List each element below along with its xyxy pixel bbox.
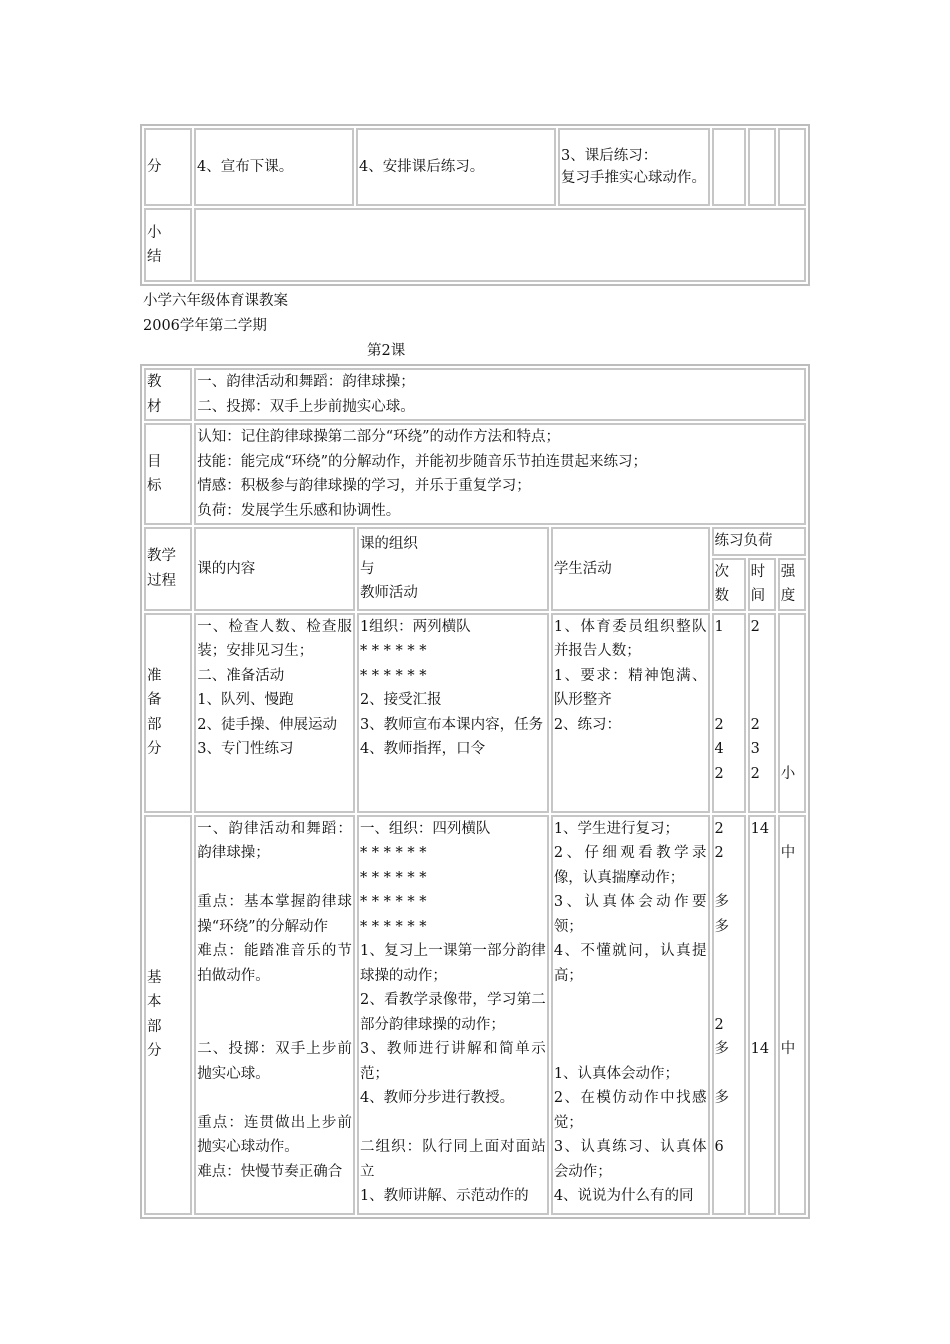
load-times-cell [712, 128, 746, 206]
content-dismiss: 4、宣布下课。 [194, 128, 354, 206]
header-times: 次数 [712, 558, 746, 611]
header-process: 教学 过程 [144, 527, 192, 611]
prep-intensity: 小 [778, 613, 806, 813]
basic-intensity: 中 中 [778, 815, 806, 1215]
previous-lesson-table [140, 124, 810, 286]
homework-text: 复习手推实心球动作。 [561, 170, 706, 186]
objectives-label: 目 标 [144, 423, 192, 525]
prep-times: 1 2 4 2 [712, 613, 746, 813]
header-student-activity: 学生活动 [551, 527, 710, 611]
semester: 2006学年第二学期 [143, 318, 267, 334]
materials-content: 一、韵律活动和舞蹈：韵律球操； 二、投掷：双手上步前抛实心球。 [194, 368, 806, 421]
summary-label: 小 结 [144, 208, 192, 282]
prep-section-label: 准 备 部 分 [144, 613, 192, 813]
org-assign-homework: 4、安排课后练习。 [356, 128, 556, 206]
objectives-content: 认知：记住韵律球操第二部分“环绕”的动作方法和特点； 技能：能完成“环绕”的分解动作，并能初步随音乐节拍连贯起来练习； 情感：积极参与韵律球操的学习，并乐于重复学习； 负荷：发展学生乐感和协调性。 [194, 423, 806, 525]
section-label-end: 分 [144, 128, 192, 206]
student-homework [558, 128, 710, 206]
header-exercise-load: 练习负荷 [712, 527, 806, 556]
plan-title: 小学六年级体育课教案 [143, 293, 288, 309]
basic-times: 2 2 多 多 2 多 多 6 [712, 815, 746, 1215]
prep-content: 一、检查人数、检查服装；安排见习生； 二、准备活动 1、队列、慢跑 2、徒手操、伸展运动 3、专门性练习 [194, 613, 355, 813]
homework-title: 3、课后练习： [561, 148, 658, 164]
header-intensity: 强 度 [778, 558, 806, 611]
basic-organization: 一、组织：四列横队 * * * * * * * * * * * * * * * * * * * * * * * * 1、复习上一课第一部分韵律球操的动作； 2、看教学录像带，学习第二部分韵律球操的动作； 3、教师进行讲解和简单示范； 4、教师分步进行教授。 二组织：队行同上面对面站立 1、教师讲解、示范动作的 [357, 815, 549, 1215]
header-duration: 时 间 [748, 558, 776, 611]
prep-student-activity: 1、体育委员组织整队并报告人数； 1、要求：精神饱满、队形整齐 2、练习： [551, 613, 710, 813]
basic-student-activity: 1、学生进行复习； 2、仔细观看教学录像，认真揣摩动作； 3、认真体会动作要领； 4、不懂就问，认真提高； 1、认真体会动作； 2、在模仿动作中找感觉； 3、认真练习、认真体会动作； 4、说说为什么有的同 [551, 815, 710, 1215]
load-intensity-cell [778, 128, 806, 206]
materials-label: 教 材 [144, 368, 192, 421]
header-content: 课的内容 [194, 527, 355, 611]
basic-duration: 14 14 [748, 815, 776, 1215]
prep-organization: 1组织：两列横队 * * * * * * * * * * * * 2、接受汇报 3、教师宣布本课内容，任务 4、教师指挥，口令 [357, 613, 549, 813]
lesson-plan-table [140, 364, 810, 1219]
load-duration-cell [748, 128, 776, 206]
basic-section-label: 基 本 部 分 [144, 815, 192, 1215]
basic-content: 一、韵律活动和舞蹈：韵律球操； 重点：基本掌握韵律球操“环绕”的分解动作 难点：能踏准音乐的节拍做动作。 二、投掷：双手上步前抛实心球。 重点：连贯做出上步前抛实心球动作。 难点：快慢节奏正确合 [194, 815, 355, 1215]
header-organization: 课的组织 与 教师活动 [357, 527, 549, 611]
prep-duration: 2 2 3 2 [748, 613, 776, 813]
lesson-number: 第2课 [367, 343, 406, 359]
summary-content [194, 208, 806, 282]
